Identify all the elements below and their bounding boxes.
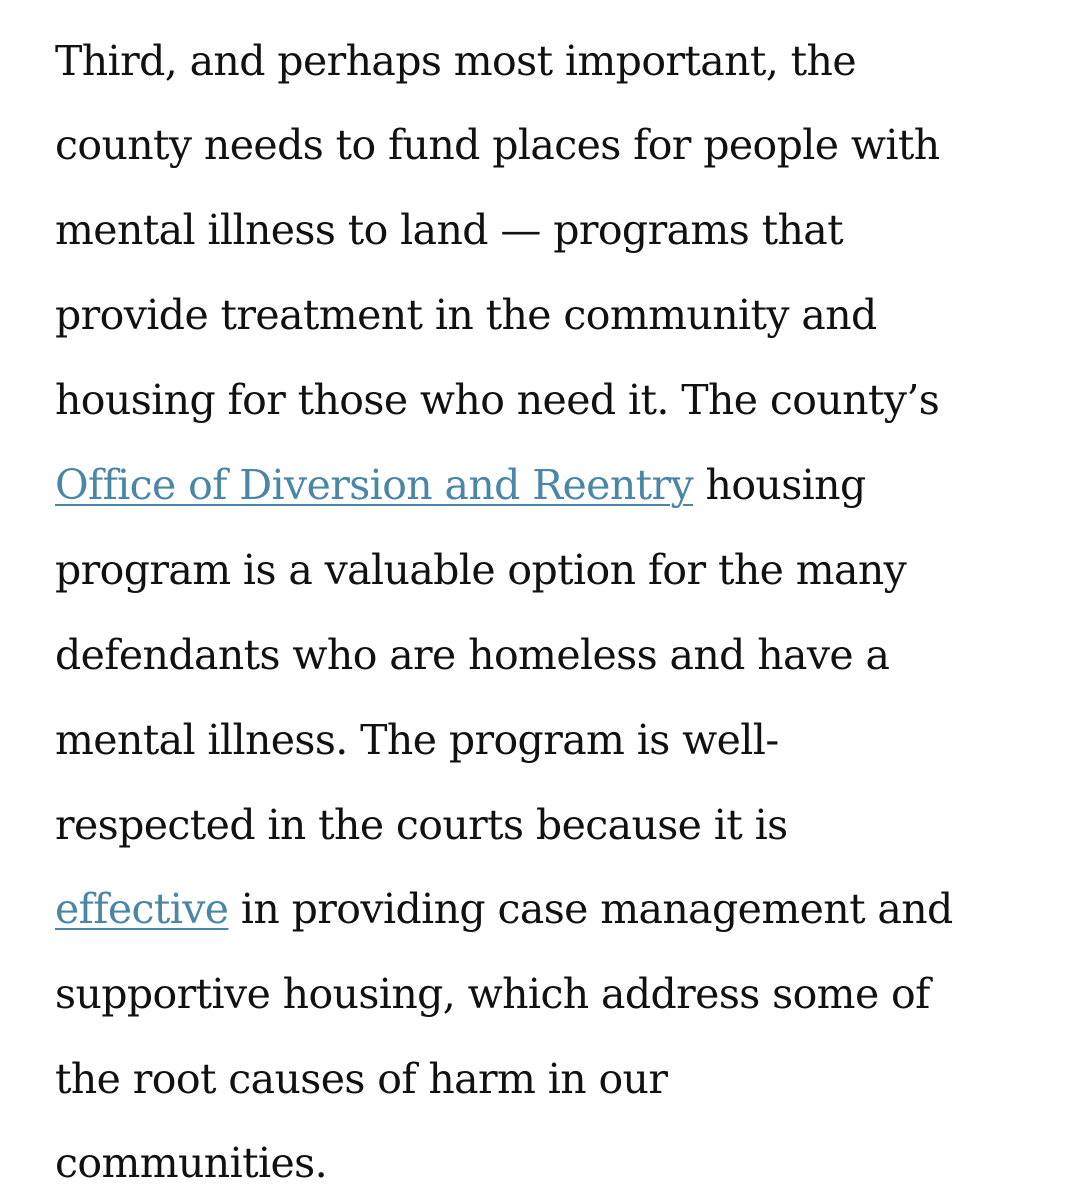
paragraph-line: county needs to fund places for people with bbox=[55, 121, 940, 169]
paragraph-line: mental illness. The program is well- bbox=[55, 716, 779, 764]
paragraph-line: housing for those who need it. The county’s bbox=[55, 376, 940, 424]
paragraph-line: supportive housing, which address some of bbox=[55, 970, 930, 1018]
paragraph-line bbox=[55, 884, 953, 934]
paragraph-line: communities. bbox=[55, 1139, 328, 1187]
paragraph-line: the root causes of harm in our bbox=[55, 1055, 668, 1103]
office-of-diversion-link[interactable]: Office of Diversion and Reentry bbox=[55, 461, 694, 509]
line-text: housing bbox=[693, 461, 866, 509]
paragraph-line: program is a valuable option for the many bbox=[55, 546, 907, 594]
effective-link[interactable]: effective bbox=[55, 885, 229, 933]
paragraph-line bbox=[55, 460, 866, 510]
line-text: in providing case management and bbox=[228, 885, 953, 933]
paragraph-line: Third, and perhaps most important, the bbox=[55, 37, 857, 85]
paragraph-line: defendants who are homeless and have a bbox=[55, 631, 890, 679]
paragraph-line: mental illness to land — programs that bbox=[55, 206, 843, 254]
paragraph-line: provide treatment in the community and bbox=[55, 291, 877, 339]
paragraph-line: respected in the courts because it is bbox=[55, 801, 788, 849]
